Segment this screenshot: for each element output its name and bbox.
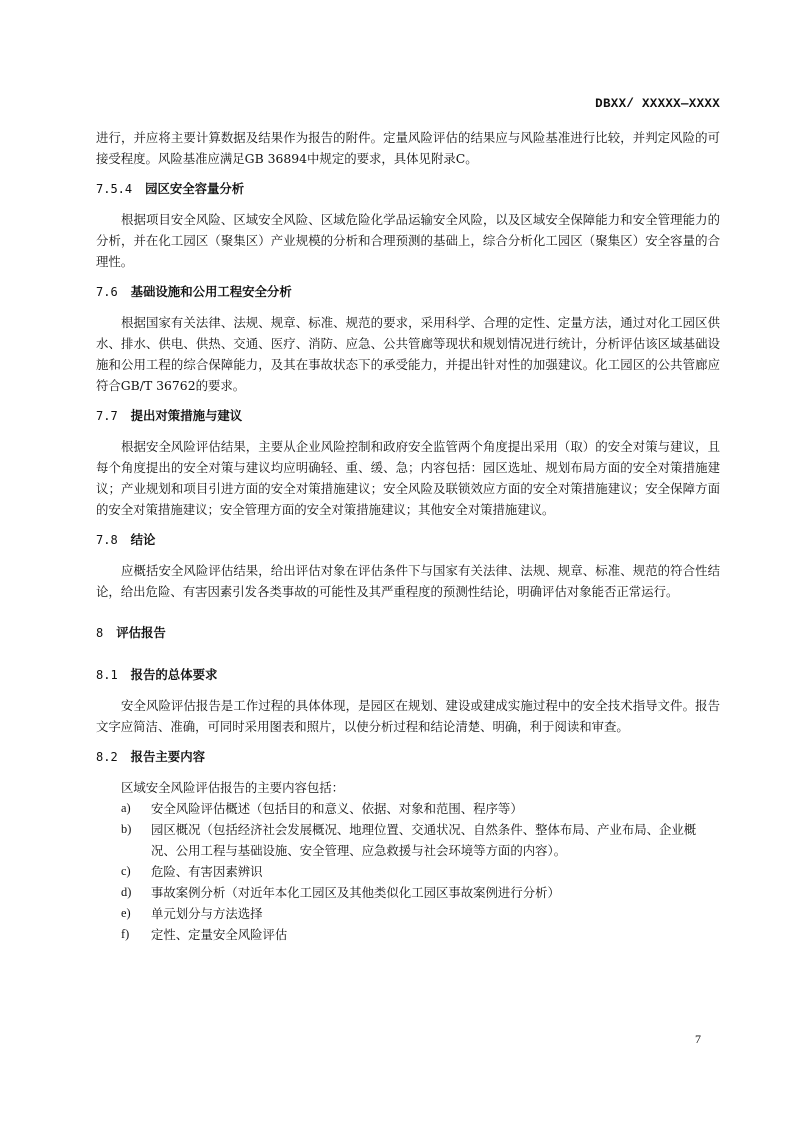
list-item	[96, 798, 720, 819]
section-7-6-body: 根据国家有关法律、法规、规章、标准、规范的要求，采用科学、合理的定性、定量方法，通过对化工园区供水、排水、供电、供热、交通、医疗、消防、应急、公共管廊等现状和规划情况进行统计，分析评估该区域基础设施和公用工程的综合保障能力，及其在事故状态下的承受能力，并提出针对性的加强建议。化工园区的公共管廊应符合GB/T 36762的要求。	[96, 315, 720, 393]
section-7-7-heading	[96, 405, 720, 427]
section-number: 8.1	[96, 668, 118, 682]
chapter-8-heading	[96, 622, 720, 644]
section-7-5-4-body: 根据项目安全风险、区域安全风险、区域危险化学品运输安全风险，以及区域安全保障能力和安全管理能力的分析，并在化工园区（聚集区）产业规模的分析和合理预测的基础上，综合分析化工园区（聚集区）安全容量的合理性。	[96, 212, 720, 269]
list-item	[96, 861, 720, 882]
section-7-8-body: 应概括安全风险评估结果，给出评估对象在评估条件下与国家有关法律、法规、规章、标准、规范的符合性结论，给出危险、有害因素引发各类事故的可能性及其严重程度的预测性结论，明确评估对象能否正常运行。	[96, 563, 720, 599]
section-number: 8.2	[96, 750, 118, 764]
section-number: 7.8	[96, 533, 118, 547]
list-marker: d)	[121, 885, 132, 899]
list-marker: e)	[121, 906, 131, 920]
intro-paragraph: 进行，并应将主要计算数据及结果作为报告的附件。定量风险评估的结果应与风险基准进行比较，并判定风险的可接受程度。风险基准应满足GB 36894中规定的要求，具体见附录C。	[96, 130, 720, 166]
list-item-text: 事故案例分析（对近年本化工园区及其他类似化工园区事故案例进行分析）	[151, 885, 560, 900]
section-title: 园区安全容量分析	[145, 181, 245, 196]
list-marker: c)	[121, 864, 131, 878]
chapter-number: 8	[96, 626, 104, 640]
list-item-text: 安全风险评估概述（包括目的和意义、依据、对象和范围、程序等）	[151, 801, 523, 816]
page-number: 7	[695, 1032, 701, 1046]
list-marker: f)	[121, 927, 130, 941]
chapter-title: 评估报告	[116, 625, 166, 640]
list-item-text: 单元划分与方法选择	[151, 906, 263, 921]
list-item	[96, 903, 720, 924]
list-item	[96, 882, 720, 903]
section-8-1-body: 安全风险评估报告是工作过程的具体体现，是园区在规划、建设或建成实施过程中的安全技术指导文件。报告文字应简洁、准确，可同时采用图表和照片，以使分析过程和结论清楚、明确，利于阅读和审查。	[96, 698, 720, 734]
section-8-2-intro: 区域安全风险评估报告的主要内容包括：	[121, 780, 345, 795]
section-title: 提出对策措施与建议	[130, 408, 243, 423]
section-8-2-heading	[96, 746, 720, 768]
document-code: DBXX/ XXXXX—XXXX	[595, 97, 720, 111]
section-number: 7.5.4	[96, 182, 133, 196]
list-item	[96, 924, 720, 945]
section-title: 结论	[130, 532, 156, 547]
list-marker: b)	[121, 822, 132, 836]
section-title: 报告的总体要求	[130, 667, 218, 682]
list-marker: a)	[121, 801, 131, 815]
section-7-8-heading	[96, 529, 720, 551]
section-number: 7.7	[96, 409, 118, 423]
list-item-text: 园区概况（包括经济社会发展概况、地理位置、交通状况、自然条件、整体布局、产业布局、企业概况、公用工程与基础设施、安全管理、应急救援与社会环境等方面的内容）。	[151, 822, 697, 858]
section-7-6-heading	[96, 281, 720, 303]
section-7-5-4-heading	[96, 178, 720, 200]
list-item-text: 定性、定量安全风险评估	[151, 927, 288, 942]
section-8-1-heading	[96, 664, 720, 686]
section-title: 报告主要内容	[130, 749, 205, 764]
report-contents-list	[96, 798, 720, 945]
section-title: 基础设施和公用工程安全分析	[130, 284, 292, 299]
list-item-text: 危险、有害因素辨识	[151, 864, 263, 879]
section-7-7-body: 根据安全风险评估结果，主要从企业风险控制和政府安全监管两个角度提出采用（取）的安全对策与建议，且每个角度提出的安全对策与建议均应明确轻、重、缓、急；内容包括：园区选址、规划布局方面的安全对策措施建议；产业规划和项目引进方面的安全对策措施建议；安全风险及联锁效应方面的安全对策措施建议；安全保障方面的安全对策措施建议；安全管理方面的安全对策措施建议；其他安全对策措施建议。	[96, 439, 720, 517]
section-number: 7.6	[96, 285, 118, 299]
list-item	[96, 819, 720, 861]
page-content	[96, 127, 720, 945]
